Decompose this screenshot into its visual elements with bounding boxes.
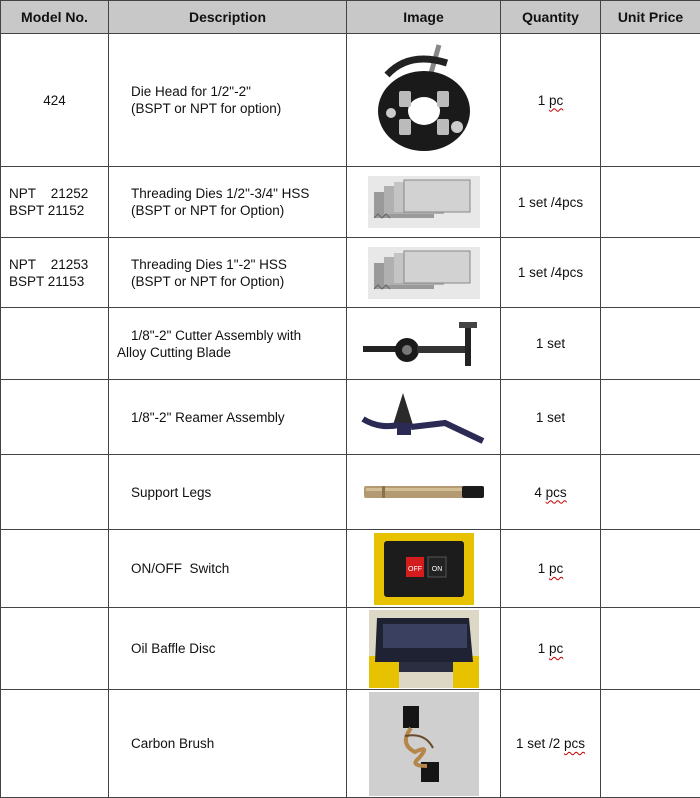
description-cell <box>109 34 347 167</box>
model-cell <box>1 455 109 530</box>
header-row <box>1 1 700 34</box>
description-cell <box>109 530 347 608</box>
table-row <box>1 608 700 690</box>
model-cell <box>1 690 109 798</box>
quantity-cell <box>501 34 601 167</box>
model-number: NPT 21252 <box>9 186 88 201</box>
threading-dies-icon <box>368 176 480 228</box>
description-cell <box>109 380 347 455</box>
switch-on-label: ON <box>431 566 442 573</box>
quantity-value: 4 <box>534 485 545 500</box>
model-number: 424 <box>43 93 66 108</box>
model-cell <box>1 34 109 167</box>
quantity-cell <box>501 690 601 798</box>
description-line: Support Legs <box>131 484 346 501</box>
description-line: 1/8"-2" Reamer Assembly <box>131 409 346 426</box>
description-line: 1/8"-2" Cutter Assembly with <box>117 327 346 344</box>
table-row <box>1 455 700 530</box>
quantity-cell <box>501 308 601 380</box>
description-line: (BSPT or NPT for Option) <box>131 202 346 219</box>
model-cell <box>1 530 109 608</box>
quantity-value: 1 set <box>536 336 565 351</box>
description-line: ON/OFF Switch <box>131 560 346 577</box>
model-cell <box>1 608 109 690</box>
image-cell <box>347 380 501 455</box>
support-legs-icon <box>362 480 486 504</box>
unit-price-cell <box>601 530 700 608</box>
table-row <box>1 380 700 455</box>
quantity-unit: pc <box>549 561 563 576</box>
reamer-assembly-icon <box>359 389 489 445</box>
die-head-icon <box>369 41 479 159</box>
unit-price-cell <box>601 308 700 380</box>
table-row <box>1 238 700 308</box>
unit-price-cell <box>601 690 700 798</box>
unit-price-cell <box>601 380 700 455</box>
description-line: Threading Dies 1/2"-3/4" HSS <box>131 185 346 202</box>
description-line: Carbon Brush <box>131 735 346 752</box>
description-line: Alloy Cutting Blade <box>117 344 346 361</box>
quantity-value: 1 set /4pcs <box>518 265 583 280</box>
quantity-unit: pc <box>549 93 563 108</box>
header-unit-price: Unit Price <box>601 1 700 34</box>
description-cell <box>109 608 347 690</box>
quantity-value: 1 <box>538 93 549 108</box>
description-line: Threading Dies 1"-2" HSS <box>131 256 346 273</box>
on-off-switch-icon <box>374 533 474 605</box>
quantity-value: 1 <box>538 641 549 656</box>
table-row <box>1 167 700 238</box>
switch-off-label: OFF <box>408 566 422 573</box>
model-cell <box>1 380 109 455</box>
quantity-cell <box>501 455 601 530</box>
model-number: BSPT 21152 <box>9 202 108 219</box>
quantity-cell <box>501 530 601 608</box>
unit-price-cell <box>601 167 700 238</box>
header-model: Model No. <box>1 1 109 34</box>
unit-price-cell <box>601 238 700 308</box>
description-cell <box>109 308 347 380</box>
image-cell <box>347 608 501 690</box>
header-quantity: Quantity <box>501 1 601 34</box>
model-cell <box>1 238 109 308</box>
model-cell <box>1 167 109 238</box>
image-cell <box>347 530 501 608</box>
description-cell <box>109 167 347 238</box>
quantity-value: 1 set <box>536 410 565 425</box>
description-cell <box>109 455 347 530</box>
image-cell <box>347 238 501 308</box>
image-cell <box>347 455 501 530</box>
image-cell <box>347 690 501 798</box>
image-cell <box>347 167 501 238</box>
header-description: Description <box>109 1 347 34</box>
quantity-cell <box>501 608 601 690</box>
description-cell <box>109 238 347 308</box>
header-image: Image <box>347 1 501 34</box>
unit-price-cell <box>601 608 700 690</box>
quantity-unit: pcs <box>564 736 585 751</box>
quantity-value: 1 <box>538 561 549 576</box>
description-line: Oil Baffle Disc <box>131 640 346 657</box>
description-line: (BSPT or NPT for Option) <box>131 273 346 290</box>
model-number: BSPT 21153 <box>9 273 108 290</box>
cutter-assembly-icon <box>359 318 489 370</box>
description-line: Die Head for 1/2"-2" <box>131 83 346 100</box>
threading-dies-icon <box>368 247 480 299</box>
description-cell <box>109 690 347 798</box>
carbon-brush-icon <box>369 692 479 796</box>
quantity-cell <box>501 167 601 238</box>
model-number: NPT 21253 <box>9 256 108 273</box>
table-row <box>1 690 700 798</box>
description-line: (BSPT or NPT for option) <box>131 100 346 117</box>
quantity-unit: pc <box>549 641 563 656</box>
image-cell <box>347 34 501 167</box>
table-row <box>1 308 700 380</box>
table-row <box>1 34 700 167</box>
unit-price-cell <box>601 455 700 530</box>
quantity-value: 1 set /2 <box>516 736 564 751</box>
unit-price-cell <box>601 34 700 167</box>
image-cell <box>347 308 501 380</box>
oil-baffle-disc-icon <box>369 610 479 688</box>
quantity-cell <box>501 238 601 308</box>
model-cell <box>1 308 109 380</box>
quantity-unit: pcs <box>546 485 567 500</box>
table-row <box>1 530 700 608</box>
quantity-cell <box>501 380 601 455</box>
quantity-value: 1 set /4pcs <box>518 195 583 210</box>
